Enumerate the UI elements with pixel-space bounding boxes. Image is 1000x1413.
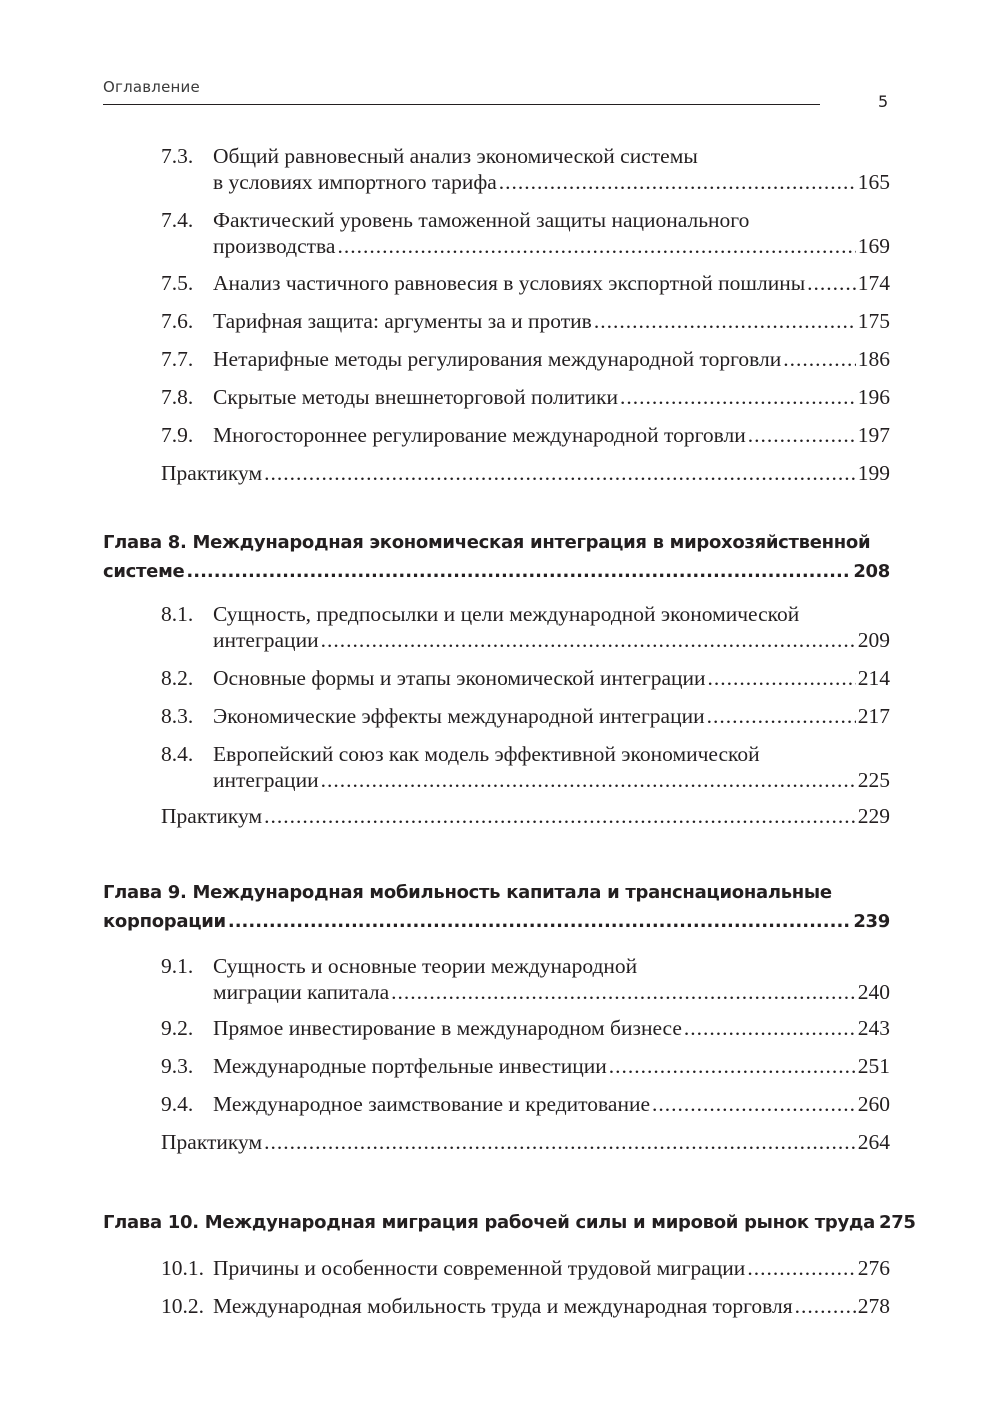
section-title-line2: интеграции bbox=[213, 628, 319, 652]
page-ref: 260 bbox=[857, 1092, 890, 1116]
toc-entry-practicum-8[interactable] bbox=[161, 803, 890, 829]
dot-leader bbox=[337, 233, 855, 259]
dot-leader bbox=[748, 422, 856, 448]
page-ref: 169 bbox=[857, 234, 890, 258]
toc-entry-8-4[interactable] bbox=[161, 741, 890, 793]
toc-chapter-8[interactable] bbox=[103, 528, 890, 586]
dot-leader bbox=[499, 169, 856, 195]
page-number: 5 bbox=[878, 92, 889, 111]
page-ref: 240 bbox=[857, 980, 890, 1004]
toc-entry-8-3[interactable] bbox=[161, 703, 890, 729]
section-number: 10.2. bbox=[161, 1294, 204, 1318]
toc-entry-10-2[interactable] bbox=[161, 1293, 890, 1319]
toc-entry-9-4[interactable] bbox=[161, 1091, 890, 1117]
dot-leader bbox=[264, 460, 856, 486]
section-number: 7.5. bbox=[161, 271, 194, 295]
toc-entry-7-5[interactable] bbox=[161, 270, 890, 296]
dot-leader bbox=[594, 308, 856, 334]
page-ref: 186 bbox=[857, 347, 890, 371]
section-title-line1: Фактический уровень таможенной защиты национального bbox=[213, 208, 750, 232]
dot-leader bbox=[264, 1129, 856, 1155]
page-ref: 165 bbox=[857, 170, 890, 194]
dot-leader bbox=[747, 1255, 855, 1281]
toc-entry-8-2[interactable] bbox=[161, 665, 890, 691]
dot-leader bbox=[795, 1293, 856, 1319]
section-number: 7.9. bbox=[161, 423, 194, 447]
section-number: 7.4. bbox=[161, 208, 194, 232]
dot-leader bbox=[321, 767, 856, 793]
section-title: Международная мобильность труда и международная торговля bbox=[213, 1294, 793, 1318]
section-number: 8.2. bbox=[161, 666, 194, 690]
dot-leader bbox=[707, 703, 856, 729]
toc-entry-practicum-9[interactable] bbox=[161, 1129, 890, 1155]
page-ref: 264 bbox=[857, 1130, 890, 1154]
section-number: 9.4. bbox=[161, 1092, 194, 1116]
dot-leader bbox=[807, 270, 856, 296]
section-title-line1: Общий равновесный анализ экономической системы bbox=[213, 144, 698, 168]
section-title-line2: миграции капитала bbox=[213, 980, 390, 1004]
page-ref: 197 bbox=[857, 423, 890, 447]
chapter-title-line1: Глава 9. Международная мобильность капитала и транснациональные bbox=[103, 882, 832, 903]
dot-leader bbox=[708, 665, 856, 691]
section-number: 10.1. bbox=[161, 1256, 204, 1280]
page-ref: 174 bbox=[857, 271, 890, 295]
section-number: 9.3. bbox=[161, 1054, 194, 1078]
toc-entry-7-6[interactable] bbox=[161, 308, 890, 334]
page-ref: 278 bbox=[857, 1294, 890, 1318]
toc-entry-10-1[interactable] bbox=[161, 1255, 890, 1281]
section-number: 9.2. bbox=[161, 1016, 194, 1040]
chapter-title-line2: системе bbox=[103, 561, 185, 582]
toc-entry-9-3[interactable] bbox=[161, 1053, 890, 1079]
chapter-title: Глава 10. Международная миграция рабочей силы и мировой рынок труда bbox=[103, 1212, 875, 1233]
page-ref: 225 bbox=[857, 768, 890, 792]
section-title: Скрытые методы внешнеторговой политики bbox=[213, 385, 619, 409]
dot-leader bbox=[609, 1053, 856, 1079]
page-ref: 209 bbox=[857, 628, 890, 652]
dot-leader bbox=[228, 907, 851, 936]
page-ref: 275 bbox=[878, 1212, 916, 1233]
section-title-line1: Сущность и основные теории международной bbox=[213, 954, 638, 978]
page-ref: 217 bbox=[857, 704, 890, 728]
dot-leader bbox=[264, 803, 856, 829]
section-number: 9.1. bbox=[161, 954, 194, 978]
toc-entry-9-2[interactable] bbox=[161, 1015, 890, 1041]
section-title: Международные портфельные инвестиции bbox=[213, 1054, 607, 1078]
toc-chapter-10[interactable] bbox=[103, 1208, 916, 1237]
dot-leader bbox=[391, 979, 856, 1005]
section-title: Международное заимствование и кредитование bbox=[213, 1092, 651, 1116]
section-title: Практикум bbox=[161, 461, 263, 485]
toc-entry-7-8[interactable] bbox=[161, 384, 890, 410]
section-title-line1: Европейский союз как модель эффективной экономической bbox=[213, 742, 760, 766]
section-number: 8.4. bbox=[161, 742, 194, 766]
toc-entry-8-1[interactable] bbox=[161, 601, 890, 653]
page-ref: 199 bbox=[857, 461, 890, 485]
dot-leader bbox=[321, 627, 856, 653]
header-title: Оглавление bbox=[103, 78, 200, 96]
dot-leader bbox=[783, 346, 855, 372]
section-title: Основные формы и этапы экономической интеграции bbox=[213, 666, 706, 690]
chapter-title-line1: Глава 8. Международная экономическая интеграция в мирохозяйственной bbox=[103, 532, 871, 553]
toc-entry-7-9[interactable] bbox=[161, 422, 890, 448]
page-ref: 243 bbox=[857, 1016, 890, 1040]
section-number: 7.7. bbox=[161, 347, 194, 371]
section-title: Нетарифные методы регулирования международной торговли bbox=[213, 347, 782, 371]
section-number: 7.8. bbox=[161, 385, 194, 409]
dot-leader bbox=[684, 1015, 856, 1041]
page-ref: 175 bbox=[857, 309, 890, 333]
toc-entry-7-4[interactable] bbox=[161, 207, 890, 259]
section-title: Прямое инвестирование в международном бизнесе bbox=[213, 1016, 682, 1040]
section-title: Многостороннее регулирование международной торговли bbox=[213, 423, 746, 447]
page-ref: 208 bbox=[853, 561, 890, 582]
section-number: 7.6. bbox=[161, 309, 194, 333]
toc-entry-9-1[interactable] bbox=[161, 953, 890, 1005]
page-ref: 251 bbox=[857, 1054, 890, 1078]
section-title: Практикум bbox=[161, 1130, 263, 1154]
chapter-title-line2: корпорации bbox=[103, 911, 226, 932]
toc-entry-practicum-7[interactable] bbox=[161, 460, 890, 486]
section-title: Причины и особенности современной трудовой миграции bbox=[213, 1256, 746, 1280]
page-ref: 196 bbox=[857, 385, 890, 409]
toc-chapter-9[interactable] bbox=[103, 878, 890, 936]
toc-entry-7-3[interactable] bbox=[161, 143, 890, 195]
section-title-line2: в условиях импортного тарифа bbox=[213, 170, 497, 194]
section-number: 8.1. bbox=[161, 602, 194, 626]
section-number: 8.3. bbox=[161, 704, 194, 728]
section-title-line1: Сущность, предпосылки и цели международной экономической bbox=[213, 602, 800, 626]
page-ref: 276 bbox=[857, 1256, 890, 1280]
toc-entry-7-7[interactable] bbox=[161, 346, 890, 372]
dot-leader bbox=[186, 557, 851, 586]
section-title: Практикум bbox=[161, 804, 263, 828]
section-title: Анализ частичного равновесия в условиях экспортной пошлины bbox=[213, 271, 806, 295]
section-title-line2: интеграции bbox=[213, 768, 319, 792]
page-ref: 229 bbox=[857, 804, 890, 828]
section-title: Тарифная защита: аргументы за и против bbox=[213, 309, 592, 333]
dot-leader bbox=[652, 1091, 856, 1117]
section-title-line2: производства bbox=[213, 234, 336, 258]
page-ref: 239 bbox=[853, 911, 890, 932]
page-ref: 214 bbox=[857, 666, 890, 690]
section-title: Экономические эффекты международной интеграции bbox=[213, 704, 705, 728]
dot-leader bbox=[620, 384, 856, 410]
section-number: 7.3. bbox=[161, 144, 194, 168]
